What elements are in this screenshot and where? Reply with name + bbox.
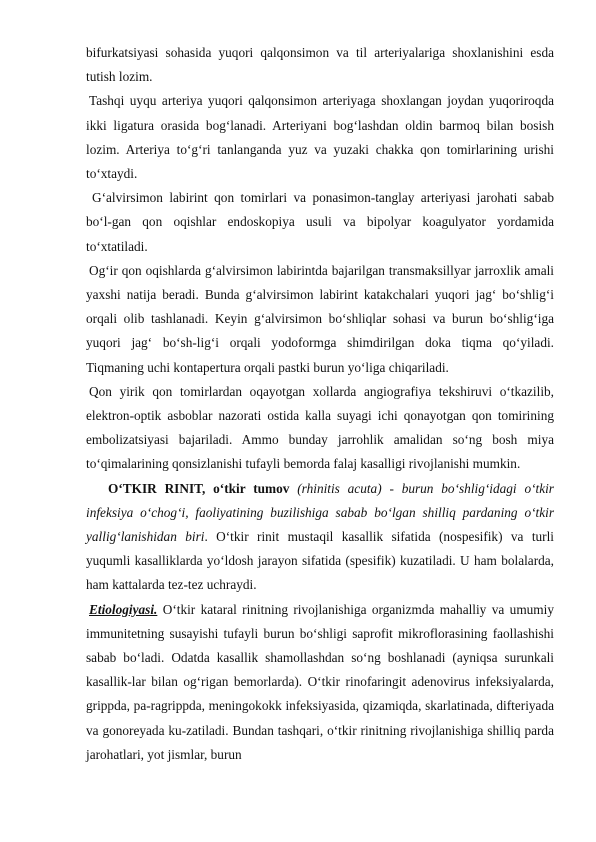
paragraph-angiografiya: Qon yirik qon tomirlardan oqayotgan xollarda angiografiya tekshiruvi o‘tkazilib, elektron-optik asboblar nazorati ostida kalla suyagi ichi qonayotgan qon tomirining embolizatsiyasi bajariladi. Ammo bunday jarrohlik amalidan so‘ng bosh miya to‘qimalarining qonsizlanishi tufayli bemorda falaj kasalligi rivojlanishi mumkin. (86, 383, 554, 472)
paragraph-otkir-rinit-rest: . O‘tkir rinit mustaqil kasallik sifatida (nospesifik) va turli yuqumli kasalliklarda yo‘ldosh jarayon sifatida (spesifik) kuzatiladi. U ham bolalarda, ham kattalarda tez-tez uchraydi. (86, 529, 554, 593)
paragraph-ogir-qon-oqishlar: Og‘ir qon oqishlarda g‘alvirsimon labirintda bajarilgan transmaksillyar jarroxlik amali yaxshi natija beradi. Bunda g‘alvirsimon labirint katakchalari yuqori jag‘ bo‘shlig‘i orqali olib tashlanadi. Keyin g‘alvirsimon bo‘shliqlar sohasi va burun bo‘shlig‘iga yuqori jag‘ bo‘sh-lig‘i orqali yodoformga shimdirilgan doka tiqma qo‘yiladi. Tiqmaning uchi kontapertura orqali pastki burun yo‘liga chiqariladi. (86, 262, 554, 375)
heading-etiologiyasi: Etiologiyasi. (89, 601, 158, 617)
paragraph-galvirsimon-labirint: G‘alvirsimon labirint qon tomirlari va ponasimon-tanglay arteriyasi jarohati sabab bo‘l-gan qon oqishlar endoskopiya usuli va bipolyar koagulyator yordamida to‘xtatiladi. (86, 190, 554, 254)
definition-otkir-rinit: (rhinitis acuta) - burun bo‘shlig‘idagi o‘tkir infeksiya o‘chog‘i, faoliyatining buzilishiga sabab bo‘lgan shilliq pardaning o‘tkir yallig‘lanishidan biri (86, 480, 554, 545)
paragraph-etiologiyasi-rest: O‘tkir kataral rinitning rivojlanishiga organizmda mahalliy va umumiy immunitetning susayishi tufayli burun bo‘shligi saprofit mikroflorasining faollashishi sabab bo‘ladi. Odatda kasallik shamollashdan so‘ng boshlanadi (ayniqsa surunkali kasallik-lar bilan og‘rigan bemorlarda). O‘tkir rinofaringit adenovirus infeksiyalarda, grippda, pa-ragrippda, meningokokk infeksiyasida, qizamiqda, skarlatinada, difteriyada va gonoreyada ku-zatiladi. Bundan tashqari, o‘tkir rinitning rivojlanishiga shilliq parda jarohatlari, yot jismlar, burun (86, 601, 554, 762)
paragraph-etiologiyasi (86, 598, 554, 767)
paragraph-tashqi-uyqu-arteriya: Tashqi uyqu arteriya yuqori qalqonsimon arteriyaga shoxlangan joydan yuqoriroqda ikki ligatura orasida bog‘lanadi. Arteriyani bog‘lashdan oldin barmoq bilan bosish lozim. Arteriya to‘g‘ri tanlanganda yuz va yuzaki chakka qon tomirlarining urishi to‘xtaydi. (86, 93, 554, 182)
document-page (86, 41, 554, 767)
paragraph-arteriya-bifurkatsiya: bifurkatsiyasi sohasida yuqori qalqonsimon va til arteriyalariga shoxlanishini esda tutish lozim. (86, 45, 554, 85)
term-otkir-rinit: O‘TKIR RINIT, o‘tkir tumov (108, 480, 290, 496)
paragraph-otkir-rinit (86, 477, 554, 598)
